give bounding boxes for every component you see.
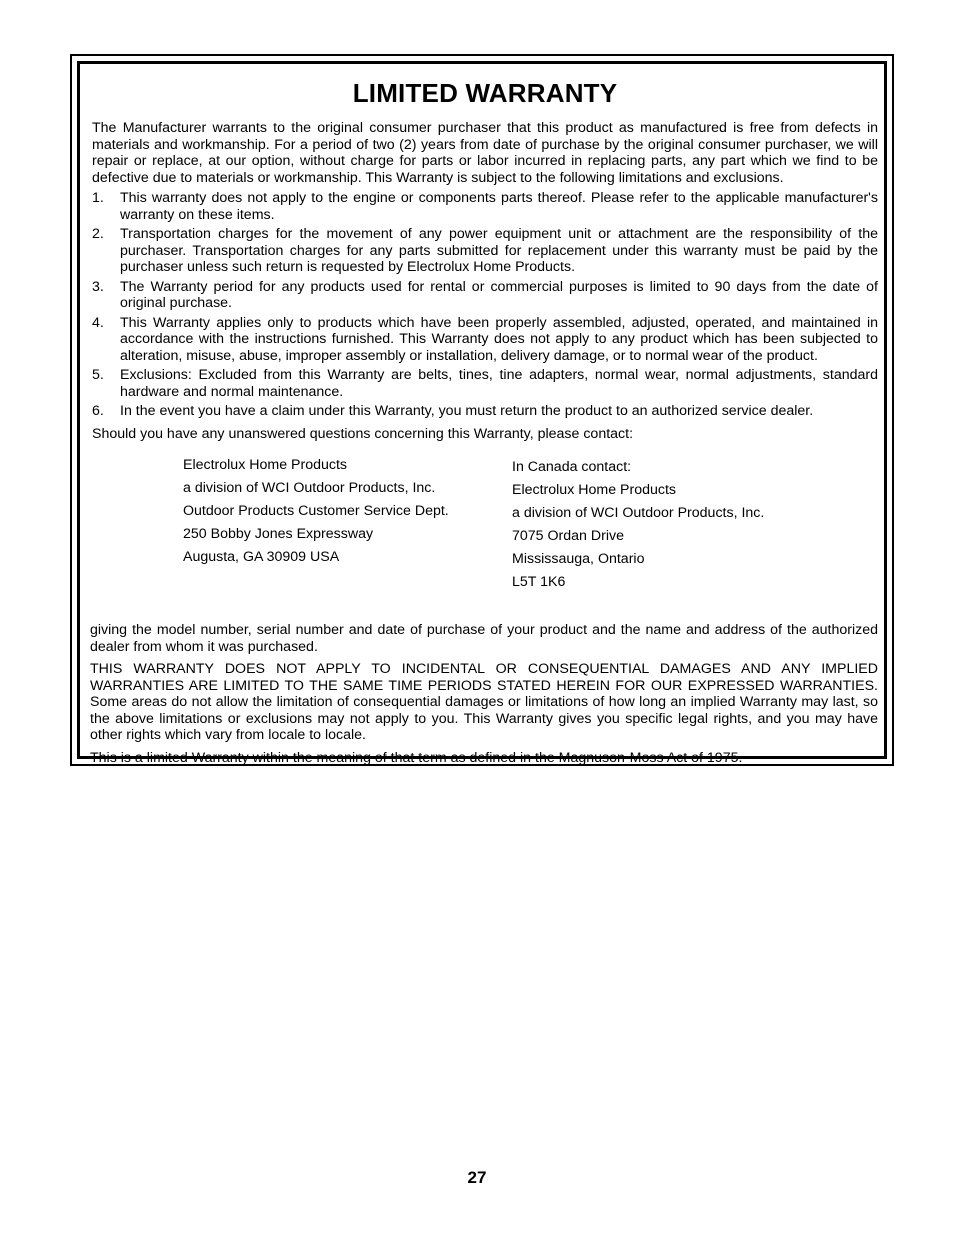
list-item-number: 3.: [92, 278, 104, 295]
list-item-text: Exclusions: Excluded from this Warranty are belts, tines, tine adapters, normal wear, normal adjustments, standard hardware and normal maintenance.: [120, 367, 878, 400]
address-line: Augusta, GA 30909 USA: [183, 549, 340, 565]
list-item-text: This Warranty applies only to products which have been properly assembled, adjusted, operated, and maintained in accordance with the instructions furnished. This Warranty does not apply to any product which has been subjected to alteration, misuse, abuse, improper assembly or installation, delivery damage, or to normal wear of the product.: [120, 314, 878, 364]
giving-paragraph: giving the model number, serial number and date of purchase of your product and the name and address of the authorized dealer from whom it was purchased.: [90, 622, 878, 655]
address-line: 7075 Ordan Drive: [512, 528, 624, 544]
list-item-number: 4.: [92, 314, 104, 331]
list-item: [92, 190, 878, 223]
page-number: 27: [467, 1168, 487, 1187]
address-line: Electrolux Home Products: [512, 482, 677, 498]
address-line: Outdoor Products Customer Service Dept.: [183, 503, 449, 519]
list-item: [92, 315, 878, 365]
list-item-text: Transportation charges for the movement of any power equipment unit or attachment are the responsibility of the purchaser. Transportation charges for any parts submitted for replacement under this warranty must be paid by the purchaser unless such return is requested by Electrolux Home Products.: [120, 226, 878, 275]
address-line: a division of WCI Outdoor Products, Inc.: [512, 505, 765, 521]
list-item: [92, 367, 878, 400]
address-us: [183, 454, 449, 569]
list-item-number: 1.: [92, 190, 104, 206]
list-item-text: The Warranty period for any products used for rental or commercial purposes is limited to 90 days from the date of original purchase.: [120, 278, 878, 311]
address-canada: [512, 456, 764, 594]
address-line: Electrolux Home Products: [183, 457, 348, 473]
contact-prompt: Should you have any unanswered questions concerning this Warranty, please contact:: [92, 425, 634, 442]
list-item-text: In the event you have a claim under this Warranty, you must return the product to an authorized service dealer.: [120, 403, 814, 419]
list-item-number: 2.: [92, 226, 104, 242]
disclaimer-paragraph: THIS WARRANTY DOES NOT APPLY TO INCIDENTAL OR CONSEQUENTIAL DAMAGES AND ANY IMPLIED WARRANTIES ARE LIMITED TO THE SAME TIME PERIODS STATED HEREIN FOR OUR EXPRESSED WARRANTIES. Some areas do not allow the limitation of consequential damages or limitations of how long an implied Warranty may last, so the above limitations or exclusions may not apply to you. This Warranty gives you specific legal rights, and you may have other rights which vary from locale to locale.: [90, 661, 878, 743]
address-line: a division of WCI Outdoor Products, Inc.: [183, 480, 436, 496]
limitations-list: [92, 190, 878, 420]
contact-addresses: [92, 456, 878, 606]
list-item: [92, 279, 878, 312]
address-line: 250 Bobby Jones Expressway: [183, 526, 374, 542]
list-item: [92, 226, 878, 276]
list-item-number: 6.: [92, 403, 104, 419]
address-line: L5T 1K6: [512, 574, 566, 590]
limited-warranty-note: This is a limited Warranty within the meaning of that term as defined in the Magnuson-Moss Act of 1975.: [90, 749, 743, 766]
list-item-text: This warranty does not apply to the engine or components parts thereof. Please refer to the applicable manufacturer's warranty on these items.: [120, 190, 878, 223]
address-line: Mississauga, Ontario: [512, 551, 645, 567]
address-line: In Canada contact:: [512, 459, 632, 475]
list-item-number: 5.: [92, 367, 104, 383]
list-item: [92, 403, 878, 420]
page-title: LIMITED WARRANTY: [352, 78, 618, 108]
intro-paragraph: The Manufacturer warrants to the original consumer purchaser that this product as manufactured is free from defects in materials and workmanship. For a period of two (2) years from date of purchase by the original consumer purchaser, we will repair or replace, at our option, without charge for parts or labor incurred in replacing parts, any part which we find to be defective due to materials or workmanship. This Warranty is subject to the following limitations and exclusions.: [92, 120, 878, 186]
warranty-content: [92, 78, 878, 766]
